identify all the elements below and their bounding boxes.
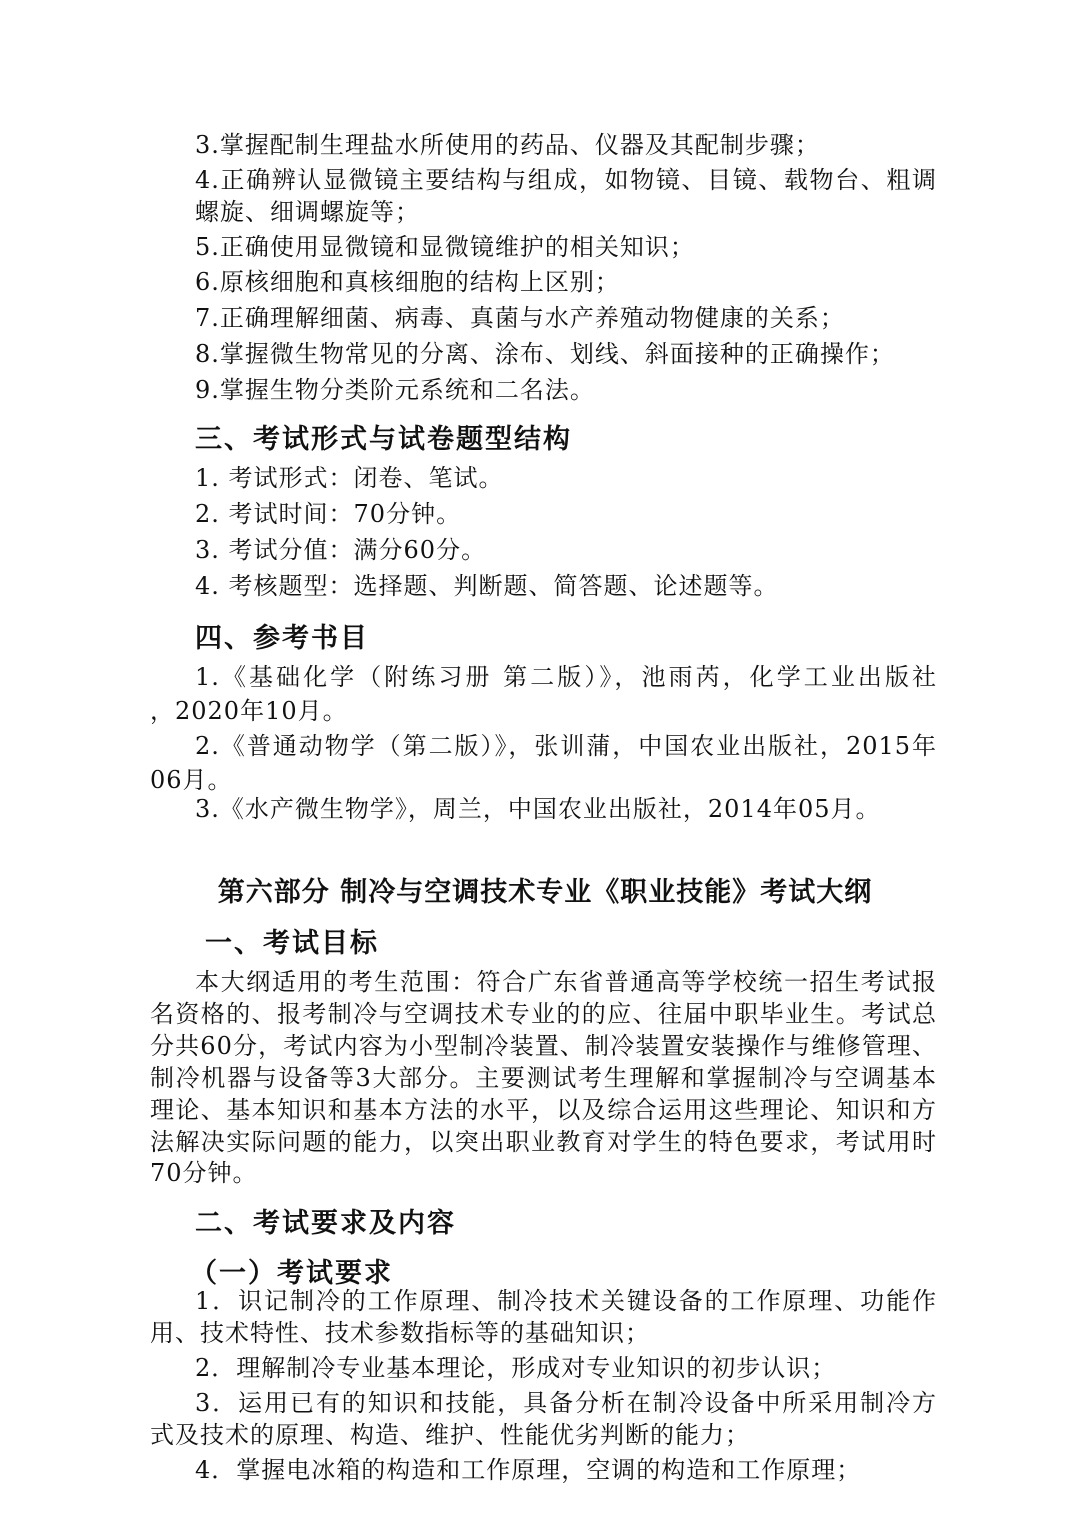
section-heading: 二、考试要求及内容	[195, 1208, 456, 1239]
list-item: 螺旋、细调螺旋等；	[195, 198, 420, 226]
list-item: 3.掌握配制生理盐水所使用的药品、仪器及其配制步骤；	[195, 131, 820, 159]
list-item: 2．理解制冷专业基本理论，形成对专业知识的初步认识；	[195, 1354, 837, 1382]
paragraph-line: 法解决实际问题的能力，以突出职业教育对学生的特色要求，考试用时	[150, 1128, 937, 1156]
paragraph-line: 理论、基本知识和基本方法的水平，以及综合运用这些理论、知识和方	[150, 1096, 937, 1124]
list-item: 1.《基础化学（附练习册 第二版）》，池雨芮，化学工业出版社	[195, 663, 937, 691]
list-item: 6.原核细胞和真核细胞的结构上区别；	[195, 268, 620, 296]
list-item: 06月。	[150, 766, 233, 794]
part-title: 第六部分 制冷与空调技术专业《职业技能》考试大纲	[217, 877, 873, 908]
list-item: 7.正确理解细菌、病毒、真菌与水产养殖动物健康的关系；	[195, 304, 845, 332]
section-heading: 三、考试形式与试卷题型结构	[195, 424, 572, 455]
list-item: 1．识记制冷的工作原理、制冷技术关键设备的工作原理、功能作	[195, 1287, 937, 1315]
paragraph-line: 70分钟。	[150, 1159, 258, 1187]
list-item: 用、技术特性、技术参数指标等的基础知识；	[150, 1319, 650, 1347]
list-item: 1. 考试形式：闭卷、笔试。	[195, 464, 504, 492]
paragraph-line: 本大纲适用的考生范围：符合广东省普通高等学校统一招生考试报	[195, 968, 937, 996]
paragraph-line: 制冷机器与设备等3大部分。主要测试考生理解和掌握制冷与空调基本	[150, 1064, 937, 1092]
paragraph-line: 分共60分，考试内容为小型制冷装置、制冷装置安装操作与维修管理、	[150, 1032, 937, 1060]
list-item: 8.掌握微生物常见的分离、涂布、划线、斜面接种的正确操作；	[195, 340, 895, 368]
list-item: ，2020年10月。	[150, 697, 348, 725]
list-item: 3．运用已有的知识和技能，具备分析在制冷设备中所采用制冷方	[195, 1389, 937, 1417]
list-item: 5.正确使用显微镜和显微镜维护的相关知识；	[195, 233, 695, 261]
list-item: 4. 考核题型：选择题、判断题、简答题、论述题等。	[195, 572, 779, 600]
list-item: 3. 考试分值：满分60分。	[195, 536, 487, 564]
section-heading: 四、参考书目	[195, 623, 369, 654]
list-item: 3.《水产微生物学》，周兰，中国农业出版社，2014年05月。	[195, 795, 881, 823]
list-item: 4．掌握电冰箱的构造和工作原理，空调的构造和工作原理；	[195, 1456, 862, 1484]
list-item: 9.掌握生物分类阶元系统和二名法。	[195, 376, 595, 404]
section-heading: 一、考试目标	[205, 928, 379, 959]
list-item: 2. 考试时间：70分钟。	[195, 500, 462, 528]
paragraph-line: 名资格的、报考制冷与空调技术专业的的应、往届中职毕业生。考试总	[150, 1000, 937, 1028]
list-item: 2.《普通动物学（第二版）》，张训蒲，中国农业出版社，2015年	[195, 732, 937, 760]
sub-heading: （一）考试要求	[190, 1258, 393, 1289]
list-item: 式及技术的原理、构造、维护、性能优劣判断的能力；	[150, 1421, 750, 1449]
list-item: 4.正确辨认显微镜主要结构与组成，如物镜、目镜、载物台、粗调	[195, 166, 937, 194]
